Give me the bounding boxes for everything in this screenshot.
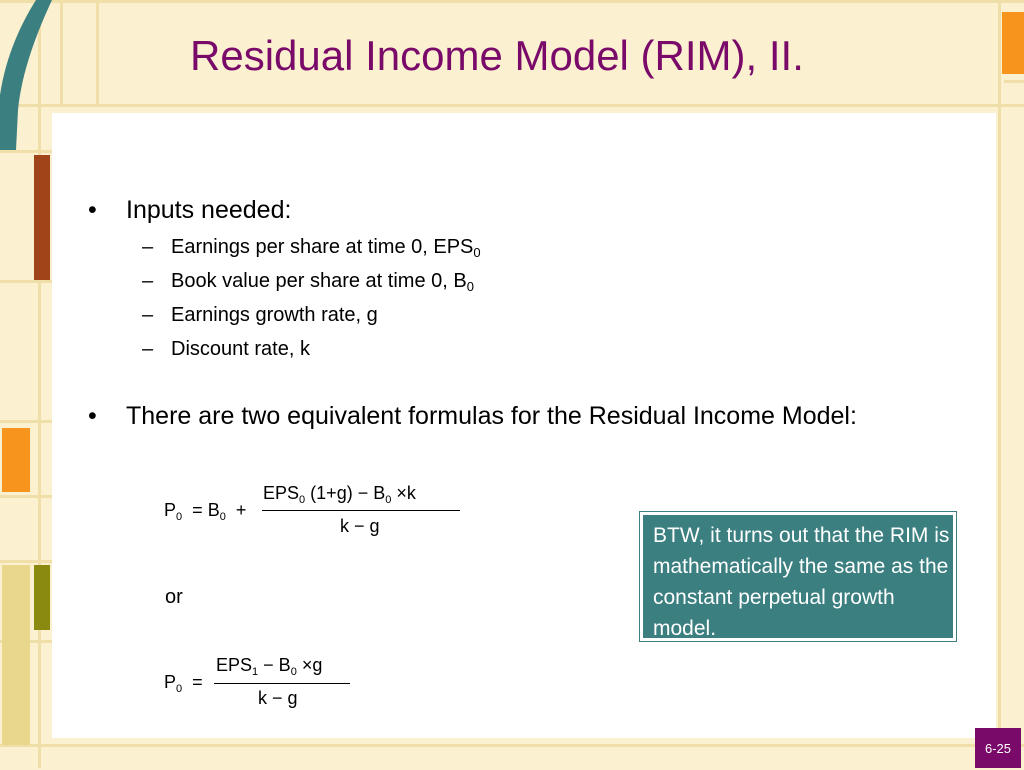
dash-icon: –	[142, 236, 154, 258]
olive-stripe-decoration	[34, 565, 50, 630]
sub-bullet-text: Book value per share at time 0, $B_0$	[171, 270, 474, 294]
formula-1-lhs: $P_0 = B_0$ +	[164, 500, 247, 523]
bullet-dot-icon: •	[88, 196, 97, 224]
frame-line	[96, 0, 99, 104]
frame-line	[0, 560, 52, 563]
frame-line	[0, 495, 52, 498]
frame-line	[0, 0, 1024, 3]
orange-block-decoration	[2, 428, 30, 492]
teal-swoosh-decoration	[0, 0, 60, 160]
bullet-text: Inputs needed:	[126, 196, 292, 224]
tan-block-decoration	[2, 565, 30, 745]
brown-stripe-decoration	[34, 155, 50, 280]
frame-line	[0, 744, 1024, 747]
sub-bullet-text: Earnings per share at time 0, $EPS_0$	[171, 236, 481, 260]
bullet-list	[88, 196, 968, 442]
sub-bullet-item	[88, 338, 968, 372]
formula-1-numerator: $EPS_0$ $(1+g) - B_0 \times k$	[263, 483, 416, 506]
formula-2-denominator: k − g	[258, 688, 298, 708]
frame-line	[998, 0, 1001, 768]
frame-line	[0, 104, 1024, 107]
fraction-bar	[262, 510, 460, 511]
bullet-item	[88, 402, 968, 434]
or-label: or	[165, 586, 183, 608]
fraction-bar	[214, 683, 350, 684]
frame-line	[0, 280, 52, 283]
dash-icon: –	[142, 304, 154, 326]
sub-bullet-text: Earnings growth rate, g	[171, 304, 378, 326]
dash-icon: –	[142, 338, 154, 360]
page-number: 6-25	[975, 728, 1021, 768]
sub-bullet-item	[88, 270, 968, 304]
sub-bullet-text: Discount rate, k	[171, 338, 310, 360]
formula-1-denominator: k − g	[340, 516, 380, 536]
orange-block-decoration	[1002, 12, 1024, 74]
bullet-item	[88, 196, 968, 228]
dash-icon: –	[142, 270, 154, 292]
sub-bullet-item	[88, 304, 968, 338]
bullet-dot-icon: •	[88, 402, 97, 430]
formula-2-numerator: $EPS_1 - B_0 \times g$	[216, 655, 323, 678]
slide-title: Residual Income Model (RIM), II.	[190, 32, 804, 79]
sub-bullet-item	[88, 236, 968, 270]
callout-box: BTW, it turns out that the RIM is mathematically the same as the constant perpetual growth model.	[640, 512, 956, 641]
bullet-text: There are two equivalent formulas for the Residual Income Model:	[126, 402, 857, 430]
frame-line	[0, 420, 52, 423]
frame-line	[60, 0, 63, 104]
formula-2-lhs: $P_0$ =	[164, 672, 203, 695]
frame-line	[1004, 80, 1024, 83]
